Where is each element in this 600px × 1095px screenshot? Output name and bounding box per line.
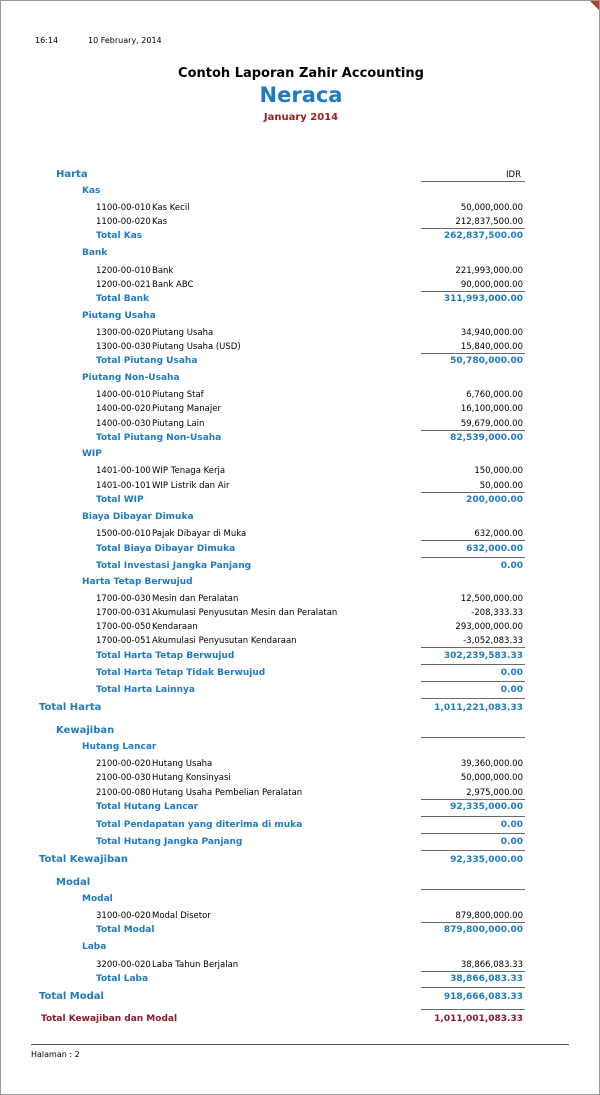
total-wip-amount: 200,000.00: [466, 495, 523, 505]
account-code: 1100-00-020: [96, 217, 151, 227]
account-name: Hutang Usaha: [152, 759, 213, 769]
total-modal-amount: 918,666,083.33: [443, 992, 523, 1002]
total-kewajiban-modal-amount: 1,011,001,083.33: [434, 1014, 523, 1024]
account-amount: -208,333.33: [471, 608, 523, 618]
account-amount: 6,760,000.00: [466, 390, 523, 400]
account-code: 1300-00-030: [96, 342, 151, 352]
account-code: 1300-00-020: [96, 328, 151, 338]
total-wip-label: Total WIP: [96, 495, 144, 505]
account-code: 1400-00-010: [96, 390, 151, 400]
total-pendapatan-dimuka-label: Total Pendapatan yang diterima di muka: [96, 820, 303, 830]
account-amount: 59,679,000.00: [460, 419, 523, 429]
account-code: 1401-00-100: [96, 466, 151, 476]
account-name: Piutang Usaha (USD): [152, 342, 241, 352]
total-kewajiban-amount: 92,335,000.00: [450, 855, 523, 865]
report-period: January 2014: [263, 112, 339, 123]
divider: [421, 799, 525, 800]
divider: [421, 353, 525, 354]
account-code: 1700-00-051: [96, 636, 151, 646]
total-bank-amount: 311,993,000.00: [443, 294, 523, 304]
account-name: Mesin dan Peralatan: [152, 594, 239, 604]
account-amount: 12,500,000.00: [460, 594, 523, 604]
account-amount: 39,360,000.00: [460, 759, 523, 769]
account-name: Bank: [152, 266, 174, 276]
total-pendapatan-dimuka-amount: 0.00: [500, 820, 523, 830]
account-name: Bank ABC: [152, 280, 194, 290]
account-amount: 293,000,000.00: [455, 622, 523, 632]
total-hutang-jangka-panjang-label: Total Hutang Jangka Panjang: [96, 837, 243, 847]
group-piutang-non-usaha: Piutang Non-Usaha: [82, 373, 180, 383]
account-code: 2100-00-080: [96, 788, 151, 798]
account-name: WIP Listrik dan Air: [152, 481, 230, 491]
account-amount: 212,837,500.00: [455, 217, 523, 227]
total-piutang-usaha-amount: 50,780,000.00: [450, 356, 523, 366]
divider: [421, 833, 525, 834]
total-hutang-lancar-amount: 92,335,000.00: [450, 802, 523, 812]
group-modal: Modal: [82, 894, 113, 904]
account-amount: 38,866,083.33: [460, 960, 523, 970]
account-code: 1700-00-031: [96, 608, 151, 618]
total-tidak-berwujud-label: Total Harta Tetap Tidak Berwujud: [96, 668, 266, 678]
total-harta-lainnya-label: Total Harta Lainnya: [96, 685, 195, 695]
print-date: 10 February, 2014: [88, 36, 162, 45]
page-corner-marker: [590, 1, 599, 10]
account-code: 3200-00-020: [96, 960, 151, 970]
account-code: 1100-00-010: [96, 203, 151, 213]
account-name: Kendaraan: [152, 622, 198, 632]
account-amount: 2,975,000.00: [466, 788, 523, 798]
total-piutang-usaha-label: Total Piutang Usaha: [96, 356, 198, 366]
group-piutang-usaha: Piutang Usaha: [82, 311, 156, 321]
total-piutang-non-usaha-amount: 82,539,000.00: [450, 433, 523, 443]
account-name: Modal Disetor: [152, 911, 211, 921]
print-time: 16:14: [35, 36, 59, 45]
total-kas-label: Total Kas: [96, 231, 143, 241]
divider: [421, 540, 525, 541]
divider: [421, 922, 525, 923]
account-amount: 50,000.00: [479, 481, 523, 491]
company-name: Contoh Laporan Zahir Accounting: [178, 66, 424, 81]
account-amount: -3,052,083.33: [463, 636, 523, 646]
total-harta-label: Total Harta: [39, 702, 102, 713]
divider: [421, 557, 525, 558]
account-amount: 34,940,000.00: [460, 328, 523, 338]
group-harta-tetap: Harta Tetap Berwujud: [82, 577, 193, 587]
account-code: 1200-00-010: [96, 266, 151, 276]
group-kas: Kas: [82, 186, 101, 196]
divider: [421, 492, 525, 493]
total-harta-lainnya-amount: 0.00: [500, 685, 523, 695]
total-kewajiban-label: Total Kewajiban: [39, 854, 129, 865]
divider: [421, 681, 525, 682]
account-amount: 90,000,000.00: [460, 280, 523, 290]
account-code: 3100-00-020: [96, 911, 151, 921]
divider: [421, 889, 525, 890]
account-code: 1400-00-030: [96, 419, 151, 429]
total-tidak-berwujud-amount: 0.00: [500, 668, 523, 678]
account-code: 2100-00-030: [96, 773, 151, 783]
total-laba-amount: 38,866,083.33: [450, 974, 523, 984]
account-name: WIP Tenaga Kerja: [152, 466, 226, 476]
total-bank-label: Total Bank: [96, 294, 150, 304]
account-code: 1500-00-010: [96, 529, 151, 539]
account-code: 1700-00-050: [96, 622, 151, 632]
group-bank: Bank: [82, 248, 108, 258]
account-name: Piutang Manajer: [152, 404, 221, 414]
divider: [421, 816, 525, 817]
page-number: Halaman : 2: [31, 1050, 80, 1059]
total-laba-label: Total Laba: [96, 974, 149, 984]
account-name: Piutang Staf: [152, 390, 204, 400]
divider: [421, 181, 525, 182]
total-hutang-jangka-panjang-amount: 0.00: [500, 837, 523, 847]
divider: [421, 987, 525, 988]
total-harta-amount: 1,011,221,083.33: [434, 703, 523, 713]
total-modal-group-amount: 879,800,000.00: [443, 925, 523, 935]
divider: [421, 430, 525, 431]
account-name: Kas: [152, 217, 168, 227]
section-harta: Harta: [56, 169, 88, 180]
divider: [421, 228, 525, 229]
account-name: Akumulasi Penyusutan Mesin dan Peralatan: [152, 608, 338, 618]
section-kewajiban: Kewajiban: [56, 725, 115, 736]
total-kas-amount: 262,837,500.00: [443, 231, 523, 241]
report-title: Neraca: [259, 83, 343, 107]
divider: [421, 971, 525, 972]
total-investasi-amount: 0.00: [500, 561, 523, 571]
divider: [421, 1009, 525, 1010]
group-biaya-dibayar-dimuka: Biaya Dibayar Dimuka: [82, 512, 194, 522]
divider: [421, 737, 525, 738]
currency-label: IDR: [506, 170, 521, 180]
account-name: Pajak Dibayar di Muka: [152, 529, 247, 539]
total-biaya-dibayar-amount: 632,000.00: [466, 544, 523, 554]
account-name: Hutang Usaha Pembelian Peralatan: [152, 788, 303, 798]
divider: [421, 850, 525, 851]
account-name: Piutang Usaha: [152, 328, 214, 338]
account-code: 2100-00-020: [96, 759, 151, 769]
account-name: Hutang Konsinyasi: [152, 773, 231, 783]
divider: [421, 647, 525, 648]
group-hutang-lancar: Hutang Lancar: [82, 742, 157, 752]
total-modal-group-label: Total Modal: [96, 925, 155, 935]
account-amount: 50,000,000.00: [460, 203, 523, 213]
footer-rule: [31, 1044, 569, 1045]
total-harta-tetap-label: Total Harta Tetap Berwujud: [96, 651, 235, 661]
account-amount: 879,800,000.00: [455, 911, 523, 921]
account-code: 1700-00-030: [96, 594, 151, 604]
total-biaya-dibayar-label: Total Biaya Dibayar Dimuka: [96, 544, 236, 554]
account-name: Kas Kecil: [152, 203, 190, 213]
account-amount: 16,100,000.00: [460, 404, 523, 414]
account-amount: 221,993,000.00: [455, 266, 523, 276]
account-code: 1400-00-020: [96, 404, 151, 414]
account-code: 1200-00-021: [96, 280, 151, 290]
account-amount: 632,000.00: [474, 529, 523, 539]
group-laba: Laba: [82, 942, 107, 952]
account-amount: 50,000,000.00: [460, 773, 523, 783]
account-code: 1401-00-101: [96, 481, 151, 491]
divider: [421, 291, 525, 292]
account-amount: 150,000.00: [474, 466, 523, 476]
total-piutang-non-usaha-label: Total Piutang Non-Usaha: [96, 433, 222, 443]
account-name: Akumulasi Penyusutan Kendaraan: [152, 636, 297, 646]
section-modal: Modal: [56, 877, 91, 888]
total-investasi-label: Total Investasi Jangka Panjang: [96, 561, 252, 571]
total-harta-tetap-amount: 302,239,583.33: [443, 651, 523, 661]
total-hutang-lancar-label: Total Hutang Lancar: [96, 802, 199, 812]
total-kewajiban-modal-label: Total Kewajiban dan Modal: [41, 1014, 178, 1024]
account-name: Laba Tahun Berjalan: [152, 960, 239, 970]
total-modal-label: Total Modal: [39, 991, 104, 1002]
group-wip: WIP: [82, 449, 102, 459]
account-name: Piutang Lain: [152, 419, 205, 429]
account-amount: 15,840,000.00: [460, 342, 523, 352]
divider: [421, 698, 525, 699]
divider: [421, 664, 525, 665]
